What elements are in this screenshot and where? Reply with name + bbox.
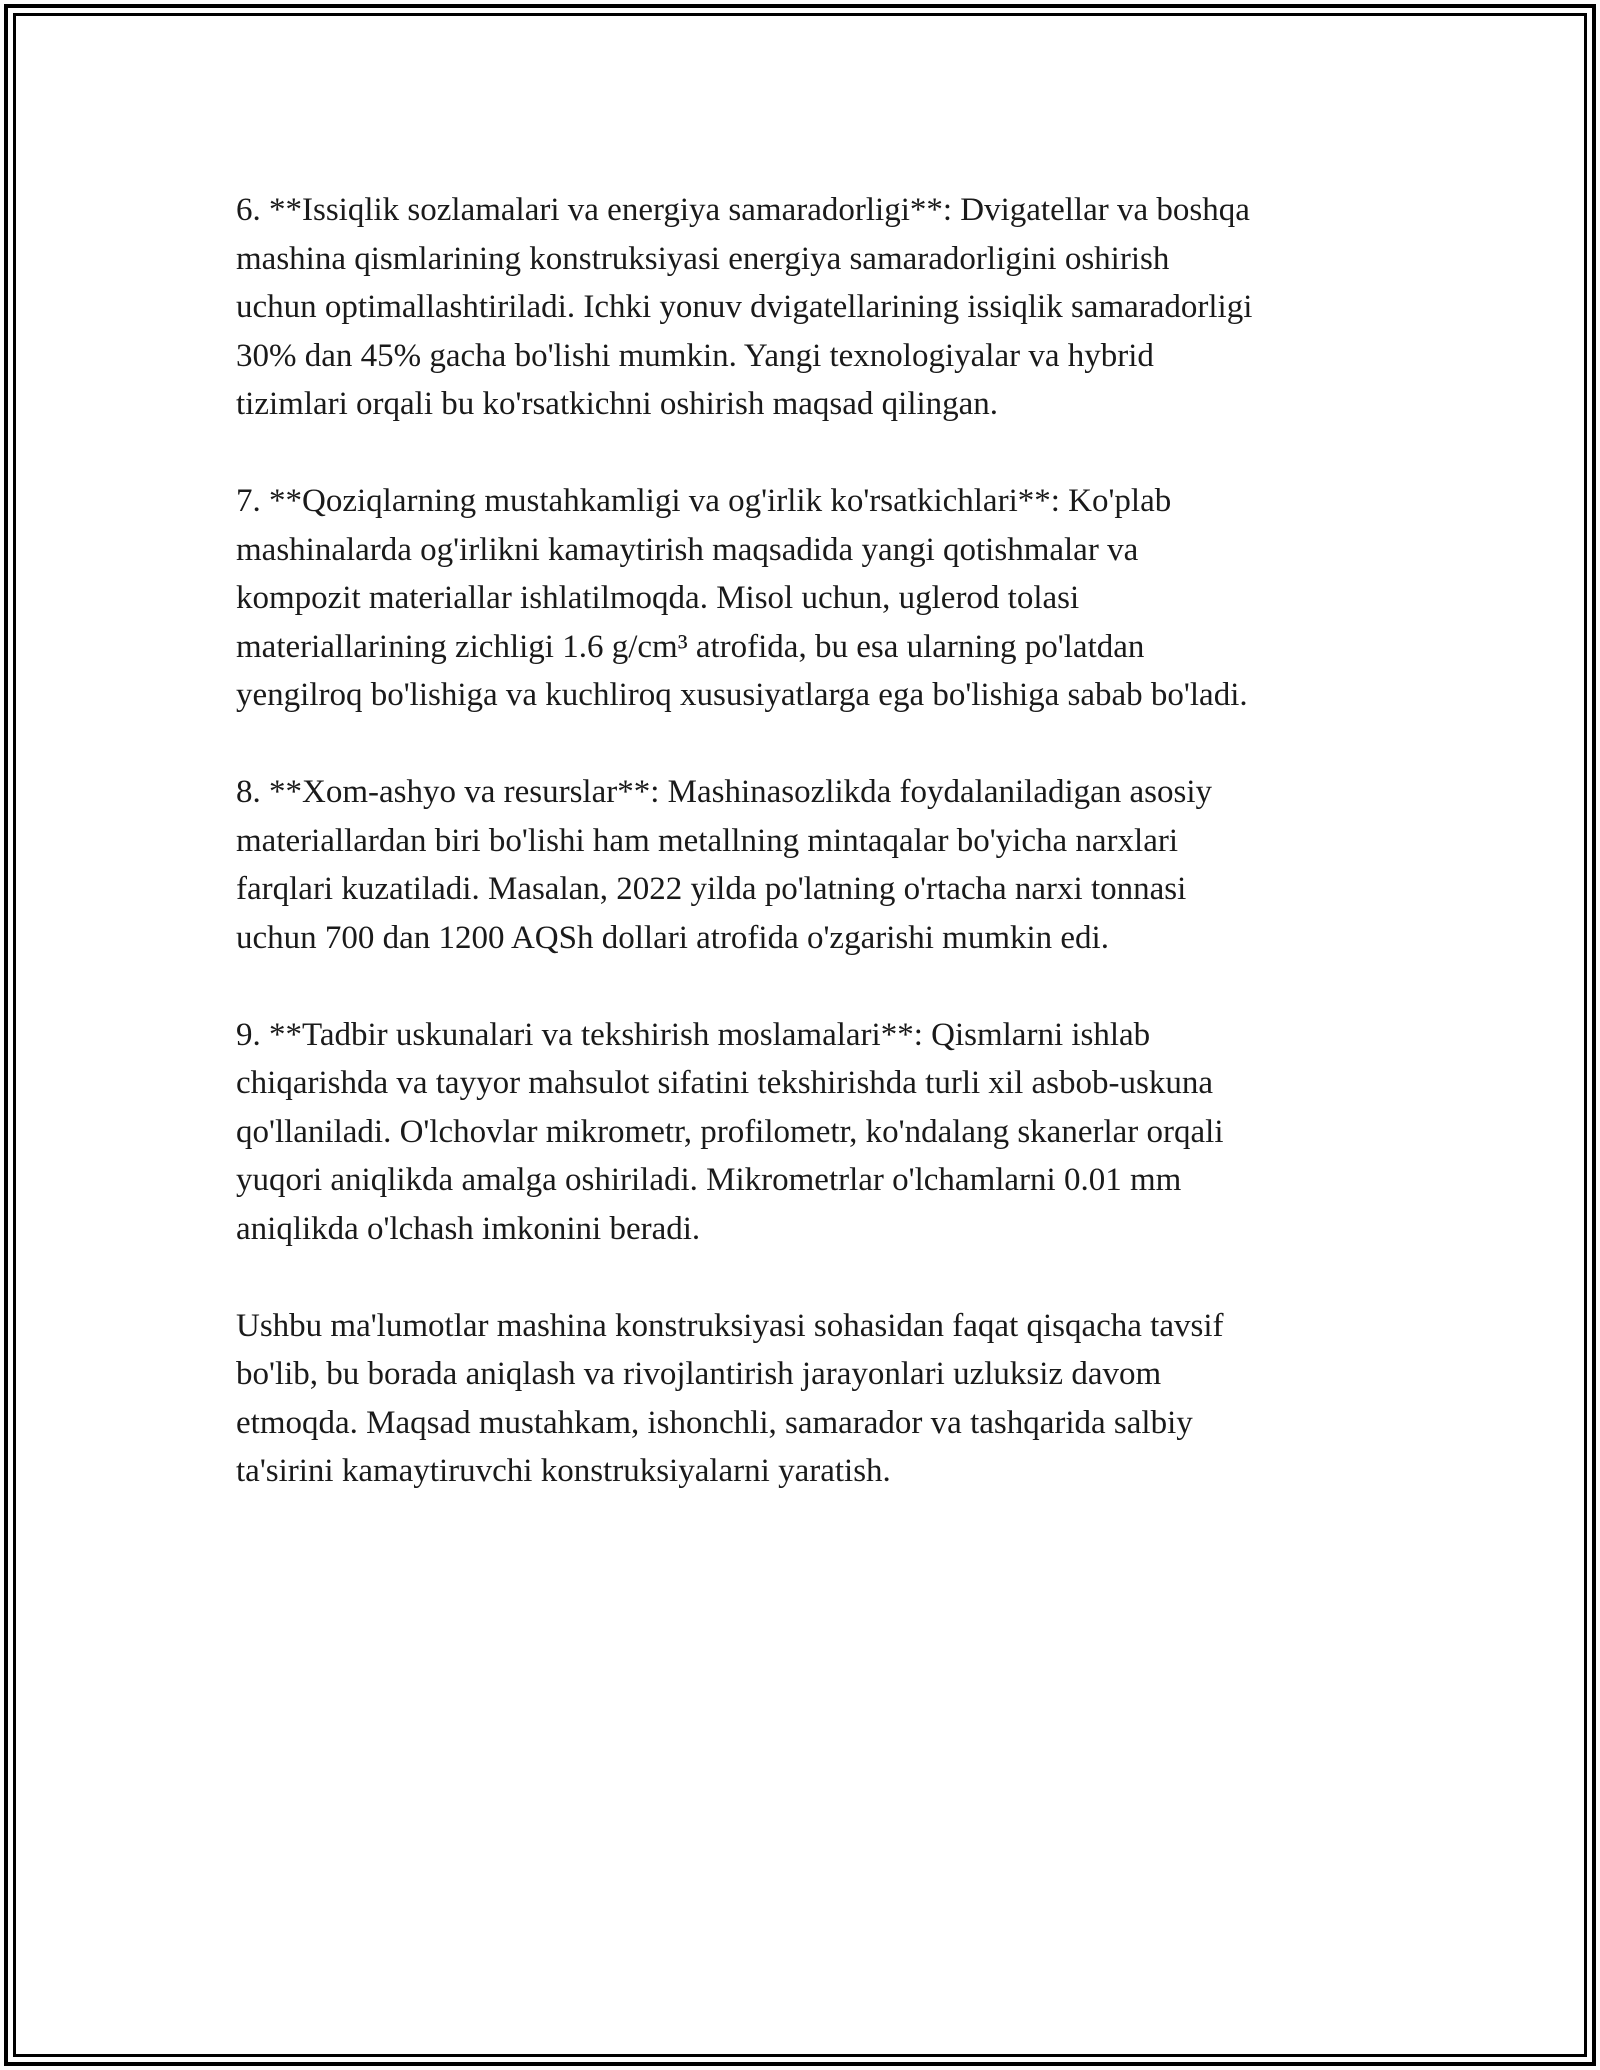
paragraph-item-9: 9. **Tadbir uskunalari va tekshirish moslamalari**: Qismlarni ishlab chiqarishda va tayyor mahsulot sifatini tekshirishda turli xil asbob-uskuna qo'llaniladi. O'lchovlar mikrometr, profilometr, ko'ndalang skanerlar orqali yuqori aniqlikda amalga oshiriladi. Mikrometrlar o'lchamlarni 0.01 mm aniqlikda o'lchash imkonini beradi. [236,1016,1224,1247]
paragraph-item-8: 8. **Xom-ashyo va resurslar**: Mashinasozlikda foydalaniladigan asosiy materiallardan biri bo'lishi ham metallning mintaqalar bo'yicha narxlari farqlari kuzatiladi. Masalan, 2022 yilda po'latning o'rtacha narxi tonnasi uchun 700 dan 1200 AQSh dollari atrofida o'zgarishi mumkin edi. [236,774,1213,956]
paragraph-item-6: 6. **Issiqlik sozlamalari va energiya samaradorligi**: Dvigatellar va boshqa mashina qismlarining konstruksiyasi energiya samaradorligini oshirish uchun optimallashtiriladi. Ichki yonuv dvigatellarining issiqlik samaradorligi 30% dan 45% gacha bo'lishi mumkin. Yangi texnologiyalar va hybrid tizimlari orqali bu ko'rsatkichni oshirish maqsad qilingan. [236,192,1253,422]
document-body [236,186,1416,1496]
paragraph-item-7: 7. **Qoziqlarning mustahkamligi va og'irlik ko'rsatkichlari**: Ko'plab mashinalarda og'irlikni kamaytirish maqsadida yangi qotishmalar va kompozit materiallar ishlatilmoqda. Misol uchun, uglerod tolasi materiallarining zichligi 1.6 g/cm³ atrofida, bu esa ularning po'latdan yengilroq bo'lishiga va kuchliroq xususiyatlarga ega bo'lishiga sabab bo'ladi. [236,483,1248,713]
paragraph-conclusion: Ushbu ma'lumotlar mashina konstruksiyasi sohasidan faqat qisqacha tavsif bo'lib, bu borada aniqlash va rivojlantirish jarayonlari uzluksiz davom etmoqda. Maqsad mustahkam, ishonchli, samarador va tashqarida salbiy ta'sirini kamaytiruvchi konstruksiyalarni yaratish. [236,1307,1224,1489]
